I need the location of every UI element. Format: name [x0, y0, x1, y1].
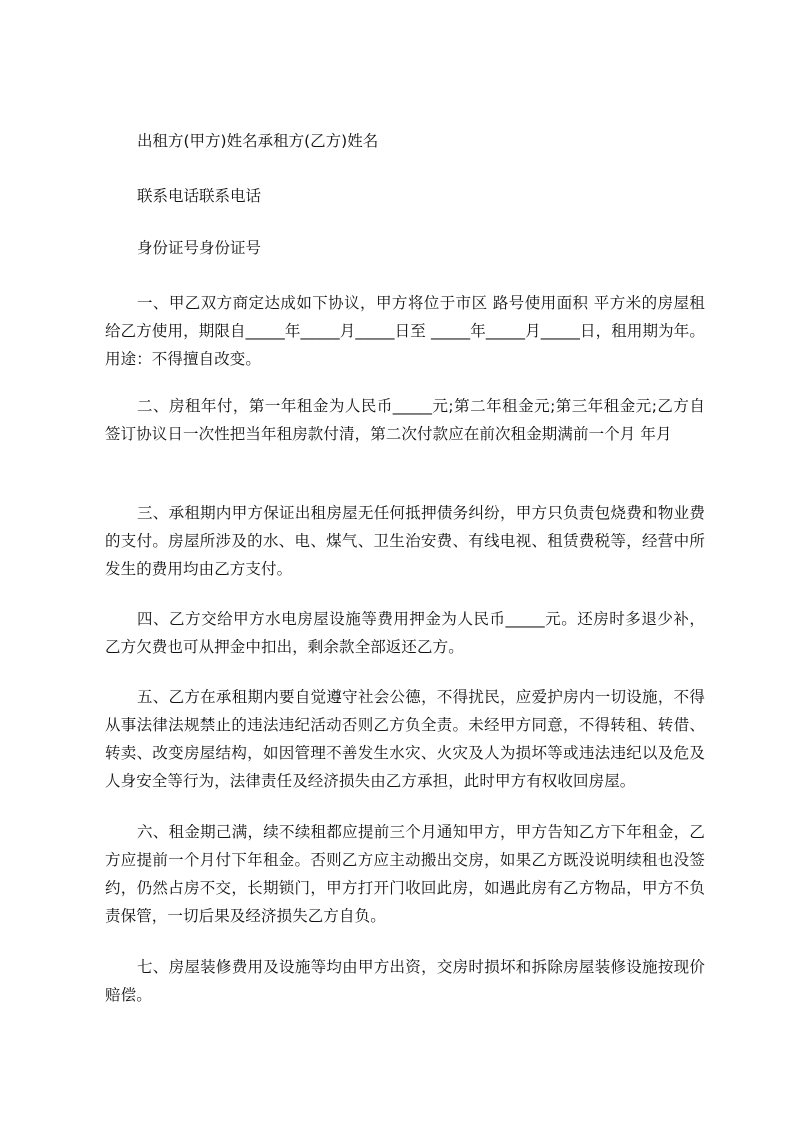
clause-4: 四、乙方交给甲方水电房屋设施等费用押金为人民币_____元。还房时多退少补，乙方欠费也可从押金中扣出，剩余款全部返还乙方。 — [105, 610, 705, 656]
clause-2: 二、房租年付，第一年租金为人民币_____元;第二年租金元;第三年租金元;乙方自签订协议日一次性把当年租房款付清，第二次付款应在前次租金期满前一个月 年月 — [105, 397, 705, 443]
clause-5: 五、乙方在承租期内要自觉遵守社会公德，不得扰民，应爱护房内一切设施，不得从事法律法规禁止的违法违纪活动否则乙方负全责。未经甲方同意，不得转租、转借、转卖、改变房屋结构，如因管理不善发生水灾、火灾及人为损坏等或违法违纪以及危及人身安全等行为，法律责任及经济损失由乙方承担，此时甲方有权收回房屋。 — [105, 688, 705, 790]
clause-3: 三、承租期内甲方保证出租房屋无任何抵押债务纠纷，甲方只负责包烧费和物业费的支付。房屋所涉及的水、电、煤气、卫生治安费、有线电视、租赁费税等，经营中所发生的费用均由乙方支付。 — [105, 504, 705, 578]
phone-line: 联系电话联系电话 — [137, 187, 262, 205]
parties-line: 出租方(甲方)姓名承租方(乙方)姓名 — [137, 132, 379, 150]
clause-7: 七、房屋装修费用及设施等均由甲方出资，交房时损坏和拆除房屋装修设施按现价赔偿。 — [105, 958, 705, 1004]
id-number-line: 身份证号身份证号 — [137, 239, 262, 257]
clause-1: 一、甲乙双方商定达成如下协议，甲方将位于市区 路号使用面积 平方米的房屋租给乙方使用，期限自_____年_____月_____日至 _____年_____月_____日，租用期为年。用途：不得擅自改变。 — [105, 294, 705, 368]
clause-6: 六、租金期己满，续不续租都应提前三个月通知甲方，甲方告知乙方下年租金，乙方应提前一个月付下年租金。否则乙方应主动搬出交房，如果乙方既没说明续租也没签约，仍然占房不交，长期锁门，甲方打开门收回此房，如遇此房有乙方物品，甲方不负责保管，一切后果及经济损失乙方自负。 — [105, 823, 705, 925]
